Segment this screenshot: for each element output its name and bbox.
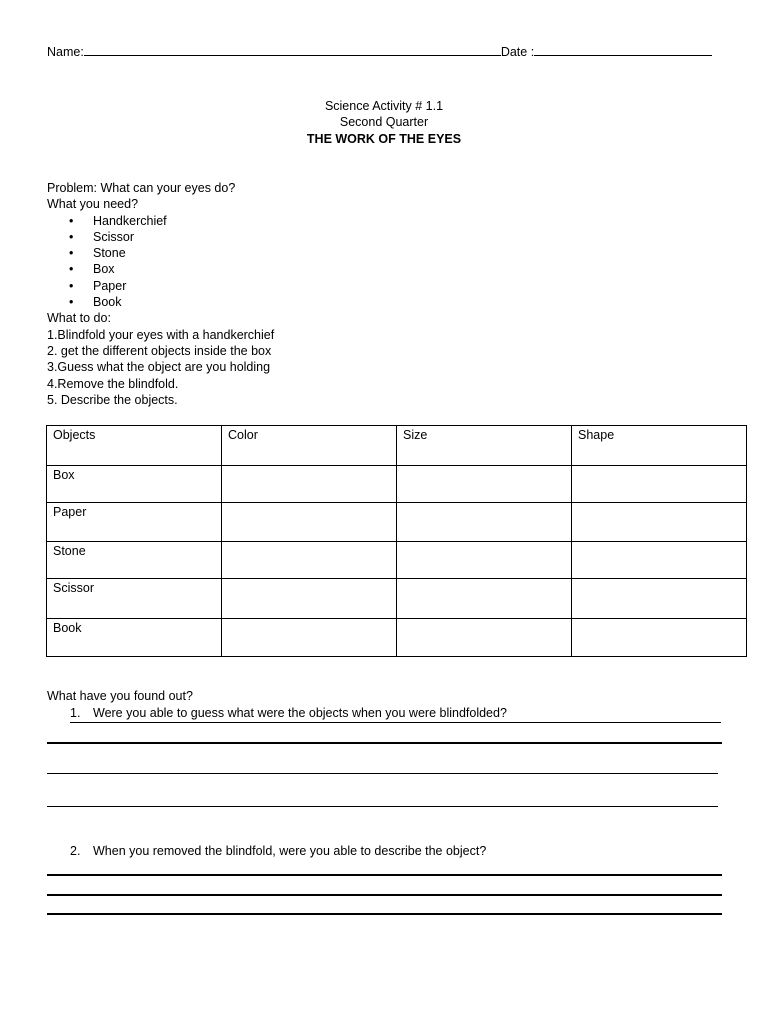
header-color: Color: [222, 426, 397, 466]
material-item: Box: [93, 262, 115, 277]
header-size: Size: [397, 426, 572, 466]
color-cell[interactable]: [222, 619, 397, 657]
shape-cell[interactable]: [572, 503, 747, 542]
problem-statement: Problem: What can your eyes do?: [47, 181, 236, 195]
color-cell[interactable]: [222, 579, 397, 619]
color-cell[interactable]: [222, 542, 397, 579]
material-item: Handkerchief: [93, 213, 167, 228]
question-1: [70, 705, 507, 721]
question-number: 1.: [70, 706, 81, 720]
table-row: [47, 542, 747, 579]
question-number: 2.: [70, 844, 81, 858]
object-cell: Paper: [47, 503, 222, 542]
bullet-icon: •: [69, 246, 74, 261]
findings-heading: What have you found out?: [47, 689, 193, 703]
answer-line[interactable]: [47, 742, 722, 744]
procedure-step: 1.Blindfold your eyes with a handkerchief: [47, 327, 275, 342]
list-item: [47, 213, 727, 229]
answer-line[interactable]: [47, 874, 722, 876]
object-cell: Stone: [47, 542, 222, 579]
list-item: [47, 229, 727, 245]
name-blank[interactable]: [84, 43, 501, 56]
table-row: [47, 503, 747, 542]
shape-cell[interactable]: [572, 466, 747, 503]
table-row: [47, 619, 747, 657]
bullet-icon: •: [69, 262, 74, 277]
list-item: [47, 245, 727, 261]
date-label: Date :: [500, 45, 535, 59]
procedure-step: 2. get the different objects inside the box: [47, 343, 272, 358]
materials-heading: What you need?: [47, 197, 139, 212]
procedure-heading: What to do:: [47, 311, 111, 326]
size-cell[interactable]: [397, 466, 572, 503]
bullet-icon: •: [69, 295, 74, 310]
table-row: [47, 579, 747, 619]
shape-cell[interactable]: [572, 542, 747, 579]
size-cell[interactable]: [397, 579, 572, 619]
quarter-label: Second Quarter: [339, 115, 429, 130]
answer-line[interactable]: [47, 913, 722, 915]
answer-line[interactable]: [47, 806, 718, 807]
object-cell: Box: [47, 466, 222, 503]
shape-cell[interactable]: [572, 579, 747, 619]
bullet-icon: •: [69, 213, 74, 228]
date-blank[interactable]: [534, 43, 712, 56]
table-row: [47, 466, 747, 503]
list-item: [47, 294, 727, 310]
size-cell[interactable]: [397, 503, 572, 542]
material-item: Book: [93, 295, 122, 310]
bullet-icon: •: [69, 278, 74, 293]
activity-title: THE WORK OF THE EYES: [306, 131, 462, 146]
object-cell: Scissor: [47, 579, 222, 619]
material-item: Stone: [93, 246, 126, 261]
size-cell[interactable]: [397, 542, 572, 579]
procedure-step: 3.Guess what the object are you holding: [47, 360, 271, 375]
answer-line[interactable]: [70, 722, 721, 723]
header-line: [47, 43, 727, 60]
name-label: Name:: [47, 45, 84, 59]
material-item: Scissor: [93, 229, 134, 244]
table-header-row: [47, 426, 747, 466]
header-shape: Shape: [572, 426, 747, 466]
answer-line[interactable]: [47, 894, 722, 896]
procedure-step: 4.Remove the blindfold.: [47, 376, 179, 391]
activity-number: Science Activity # 1.1: [324, 99, 444, 113]
shape-cell[interactable]: [572, 619, 747, 657]
color-cell[interactable]: [222, 466, 397, 503]
answer-line[interactable]: [47, 773, 718, 774]
material-item: Paper: [93, 278, 127, 293]
question-2: [70, 843, 486, 859]
question-text: Were you able to guess what were the objects when you were blindfolded?: [93, 706, 507, 720]
bullet-icon: •: [69, 229, 74, 244]
object-cell: Book: [47, 619, 222, 657]
question-text: When you removed the blindfold, were you able to describe the object?: [93, 844, 487, 858]
size-cell[interactable]: [397, 619, 572, 657]
list-item: [47, 278, 727, 294]
header-objects: Objects: [47, 426, 222, 466]
instructions-block: [47, 180, 727, 408]
procedure-step: 5. Describe the objects.: [47, 392, 178, 407]
title-block: [0, 98, 768, 147]
list-item: [47, 261, 727, 277]
materials-list: [47, 213, 727, 311]
observation-table: [46, 425, 747, 657]
color-cell[interactable]: [222, 503, 397, 542]
